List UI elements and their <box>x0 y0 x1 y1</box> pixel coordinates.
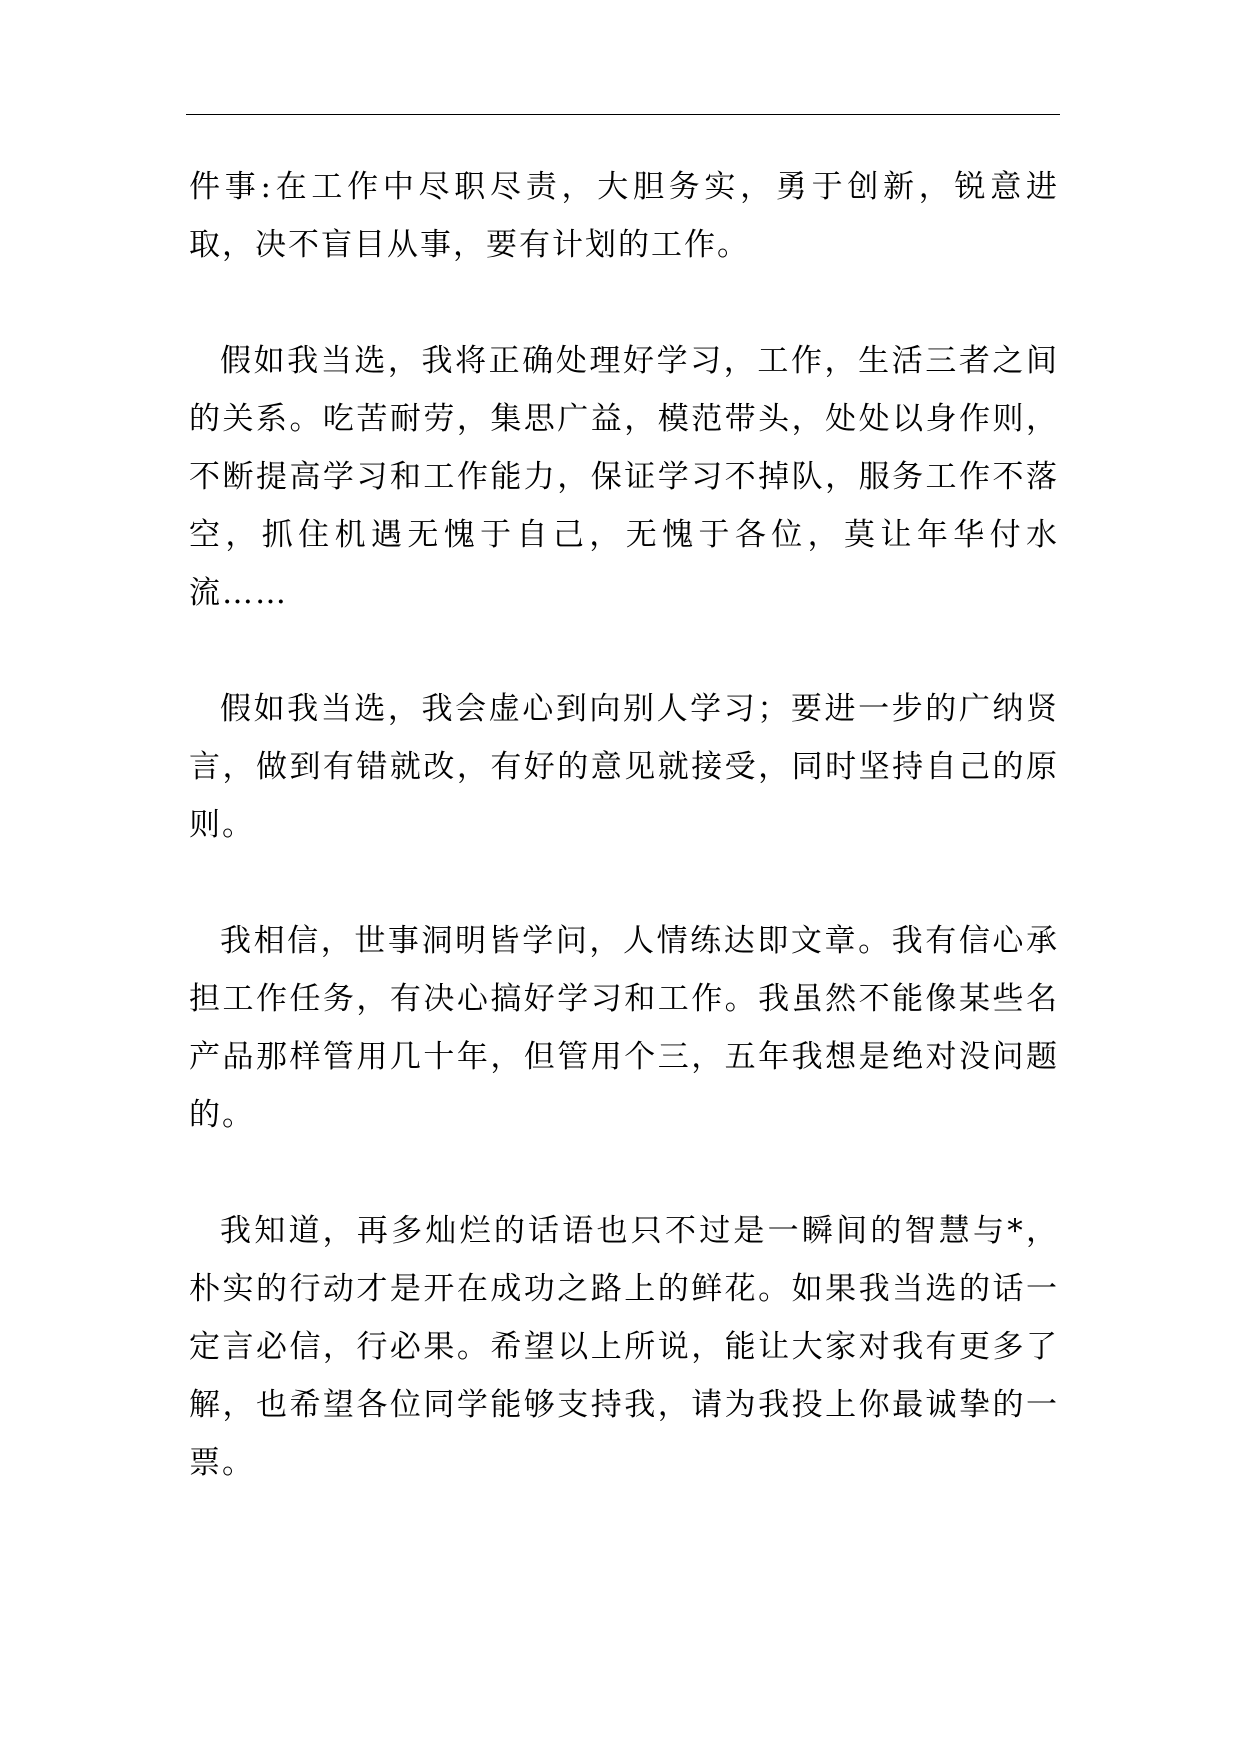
paragraph: 假如我当选，我将正确处理好学习，工作，生活三者之间的关系。吃苦耐劳，集思广益，模范带头，处处以身作则，不断提高学习和工作能力，保证学习不掉队，服务工作不落空，抓住机遇无愧于自己，无愧于各位，莫让年华付水流…… <box>189 343 1059 611</box>
document-body <box>189 158 1059 1492</box>
header-rule <box>186 114 1060 115</box>
paragraph: 件事:在工作中尽职尽责，大胆务实，勇于创新，锐意进取，决不盲目从事，要有计划的工作。 <box>189 169 1059 263</box>
paragraph: 我知道，再多灿烂的话语也只不过是一瞬间的智慧与*，朴实的行动才是开在成功之路上的鲜花。如果我当选的话一定言必信，行必果。希望以上所说，能让大家对我有更多了解，也希望各位同学能够支持我，请为我投上你最诚挚的一票。 <box>189 1213 1059 1481</box>
paragraph: 假如我当选，我会虚心到向别人学习；要进一步的广纳贤言，做到有错就改，有好的意见就接受，同时坚持自己的原则。 <box>189 691 1059 843</box>
paragraph: 我相信，世事洞明皆学问，人情练达即文章。我有信心承担工作任务，有决心搞好学习和工作。我虽然不能像某些名产品那样管用几十年，但管用个三，五年我想是绝对没问题的。 <box>189 923 1059 1133</box>
